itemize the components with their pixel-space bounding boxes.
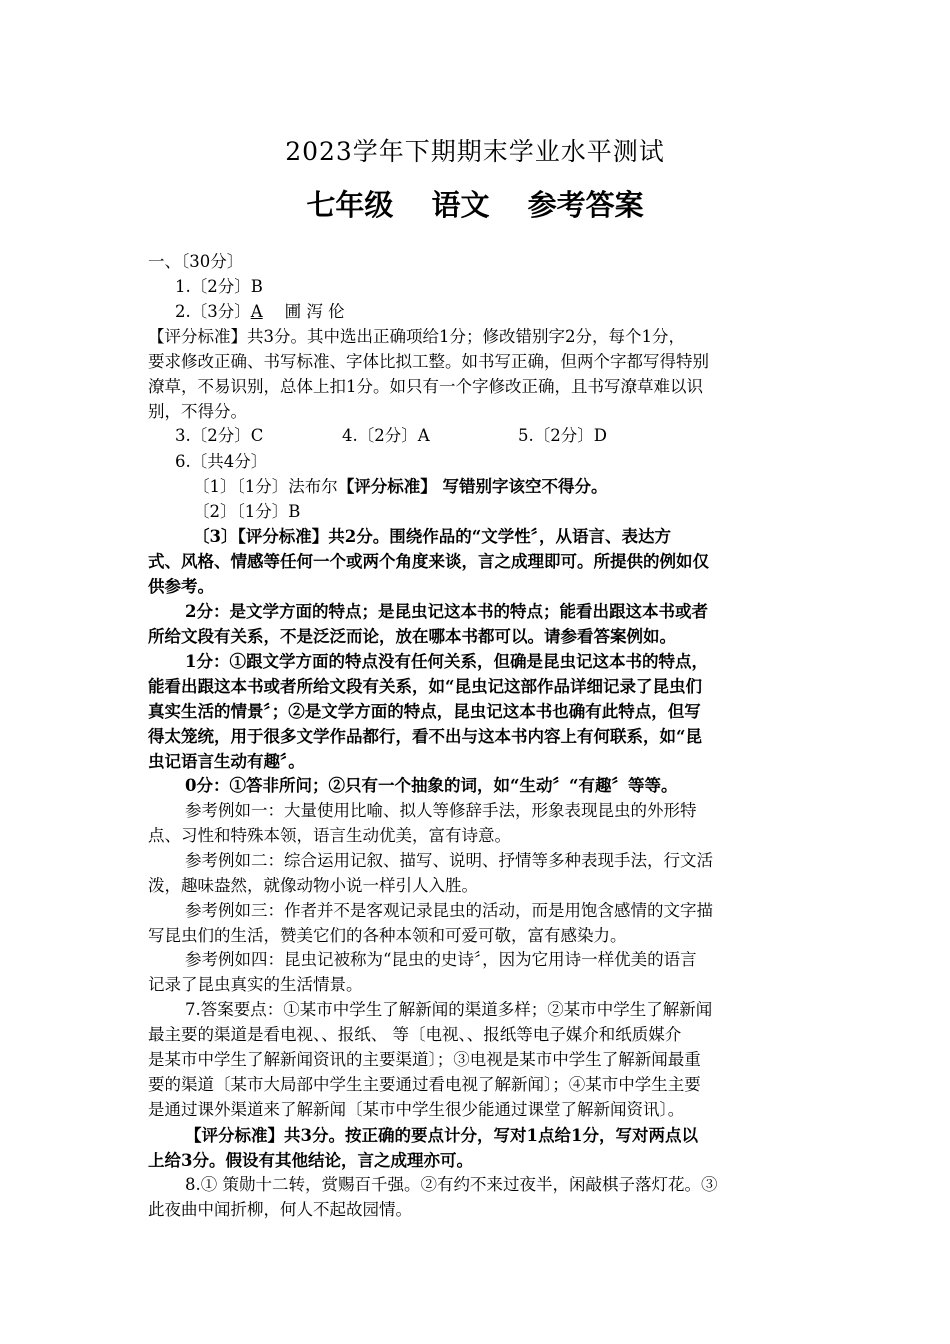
answer-line: 6.〔共4分〕 <box>175 452 268 471</box>
paragraph-line: 虫记语言生动有趣〞。 <box>148 752 305 771</box>
paragraph-line: 点、习性和特殊本领，语言生动优美，富有诗意。 <box>148 826 511 845</box>
subtitle-answers: 参考答案 <box>527 188 644 222</box>
paragraph-line: 式、风格、情感等任何一个或两个角度来谈，言之成理即可。所提供的例如仅 <box>148 552 709 571</box>
paragraph-line: 参考例如三：作者并不是客观记录昆虫的活动，而是用饱含感情的文字描 <box>185 901 713 920</box>
paragraph-line: 2分：是文学方面的特点；是昆虫记这本书的特点；能看出跟这本书或者 <box>185 602 708 621</box>
paragraph-line: 是通过课外渠道来了解新闻〔某市中学生很少能通过课堂了解新闻资讯〕。 <box>148 1100 685 1119</box>
paragraph-line: 写昆虫们的生活，赞美它们的各种本领和可爱可敬，富有感染力。 <box>148 926 627 945</box>
paragraph-line: 上给3分。假设有其他结论，言之成理亦可。 <box>148 1151 473 1170</box>
answer-choice: A <box>250 302 263 321</box>
page-subtitle <box>0 183 950 224</box>
paragraph-line: 潦草，不易识别，总体上扣1分。如只有一个字修改正确，且书写潦草难以识 <box>148 377 703 396</box>
answer-3: 3.〔2分〕C <box>175 426 264 445</box>
paragraph-line: 【评分标准】共3分。按正确的要点计分，写对1点给1分，写对两点以 <box>185 1126 698 1145</box>
paragraph-line: 〔3〕【评分标准】共2分。围绕作品的“文学性〞，从语言、表达方 <box>193 527 671 546</box>
paragraph-line: 要求修改正确、书写标准、字体比拟工整。如书写正确，但两个字都写得特别 <box>148 352 709 371</box>
paragraph-line: 此夜曲中闻折柳，何人不起故园情。 <box>148 1200 412 1219</box>
subtitle-grade: 七年级 <box>306 188 394 222</box>
page-title: 2023学年下期期末学业水平测试 <box>285 137 665 166</box>
answer-4: 4.〔2分〕A <box>342 426 430 445</box>
answer-line <box>175 424 835 448</box>
section-heading: 一、〔30分〕 <box>148 252 244 271</box>
answer-5: 5.〔2分〕D <box>518 426 607 445</box>
paragraph-line: 记录了昆虫真实的生活情景。 <box>148 975 363 994</box>
paragraph-line: 能看出跟这本书或者所给文段有关系，如“昆虫记这部作品详细记录了昆虫们 <box>148 677 702 696</box>
answer-line <box>175 300 835 324</box>
paragraph-line: 供参考。 <box>148 577 214 596</box>
paragraph-line: 所给文段有关系，不是泛泛而论，放在哪本书都可以。请参看答案例如。 <box>148 627 676 646</box>
paragraph-line: 1分：①跟文学方面的特点没有任何关系，但确是昆虫记这本书的特点， <box>185 652 708 671</box>
answer-prefix: 2.〔3分〕 <box>175 302 251 321</box>
paragraph-line: 要的渠道〔某市大局部中学生主要通过看电视了解新闻〕；④某市中学生主要 <box>148 1075 701 1094</box>
paragraph-line: 参考例如四：昆虫记被称为“昆虫的史诗〞，因为它用诗一样优美的语言 <box>185 950 697 969</box>
paragraph-line: 参考例如一：大量使用比喻、拟人等修辞手法，形象表现昆虫的外形特 <box>185 801 697 820</box>
paragraph-line: 泼，趣味盎然，就像动物小说一样引人入胜。 <box>148 876 478 895</box>
subtitle-subject: 语文 <box>431 188 490 222</box>
paragraph-line: 【评分标准】共3分。其中选出正确项给1分；修改错别字2分，每个1分， <box>148 327 685 346</box>
answer-corrections: 圃 泻 伦 <box>284 302 345 321</box>
scoring-note: 【评分标准】 写错别字该空不得分。 <box>337 477 608 496</box>
paragraph-line: 参考例如二：综合运用记叙、描写、说明、抒情等多种表现手法，行文活 <box>185 851 713 870</box>
answer-line: 1.〔2分〕B <box>175 277 263 296</box>
paragraph-line: 8.① 策勋十二转，赏赐百千强。②有约不来过夜半，闲敲棋子落灯花。③ <box>185 1175 718 1194</box>
paragraph-line: 是某市中学生了解新闻资讯的主要渠道〕；③电视是某市中学生了解新闻最重 <box>148 1050 701 1069</box>
paragraph-line: 最主要的渠道是看电视、、报纸、 等〔电视、、报纸等电子媒介和纸质媒介 <box>148 1025 682 1044</box>
paragraph-line: 得太笼统，用于很多文学作品都行，看不出与这本书内容上有何联系，如“昆 <box>148 727 702 746</box>
paragraph-line: 别，不得分。 <box>148 402 247 421</box>
answer-line <box>193 475 853 499</box>
paragraph-line: 0分：①答非所问；②只有一个抽象的词，如“生动〞“有趣〞等等。 <box>185 776 678 795</box>
paragraph-line: 7.答案要点：①某市中学生了解新闻的渠道多样；②某市中学生了解新闻 <box>185 1000 713 1019</box>
answer-line: 〔2〕〔1分〕B <box>193 502 301 521</box>
answer-6-1: 〔1〕〔1分〕法布尔 <box>193 477 338 496</box>
paragraph-line: 真实生活的情景〞；②是文学方面的特点，昆虫记这本书也确有此特点，但写 <box>148 702 701 721</box>
